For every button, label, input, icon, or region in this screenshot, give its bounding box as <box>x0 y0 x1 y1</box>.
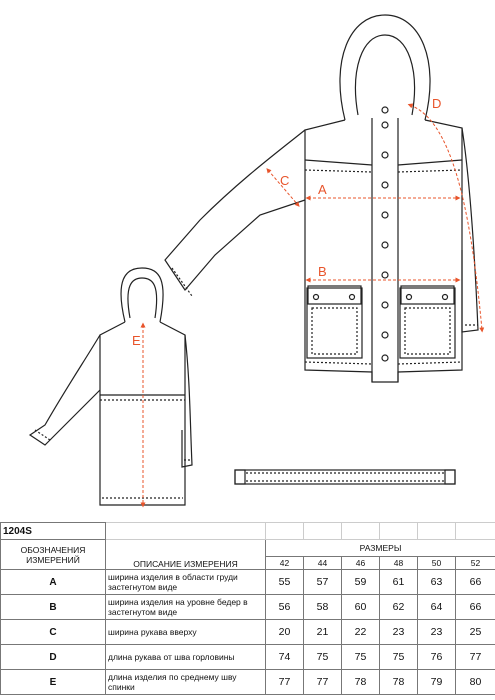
measurement-description: длина рукава от шва горловины <box>106 645 266 670</box>
measurement-value: 23 <box>380 620 418 645</box>
measurement-value: 75 <box>304 645 342 670</box>
measurement-value: 80 <box>456 670 495 695</box>
back-view <box>30 268 192 505</box>
measurement-description: длина изделия по среднему шву спинки <box>106 670 266 695</box>
measurement-letter: D <box>1 645 106 670</box>
table-code-row <box>1 523 495 540</box>
measurement-value: 20 <box>266 620 304 645</box>
dim-label-e: E <box>132 333 141 348</box>
model-code: 1204S <box>1 523 106 540</box>
measurement-value: 23 <box>418 620 456 645</box>
belt-drawing <box>235 470 455 484</box>
measurement-value: 57 <box>304 570 342 595</box>
measurement-letter: B <box>1 595 106 620</box>
measurement-value: 56 <box>266 595 304 620</box>
dim-label-d: D <box>432 96 442 111</box>
measurement-description-header: ОПИСАНИЕ ИЗМЕРЕНИЯ <box>106 540 266 570</box>
size-chart-table <box>0 522 495 695</box>
measurement-code-header: ОБОЗНАЧЕНИЯ ИЗМЕРЕНИЙ <box>1 540 106 570</box>
measurement-value: 62 <box>380 595 418 620</box>
dim-label-c: C <box>280 173 290 188</box>
measurement-rows <box>1 570 495 695</box>
measurement-value: 60 <box>342 595 380 620</box>
measurement-value: 59 <box>342 570 380 595</box>
table-row <box>1 620 495 645</box>
size-cell: 48 <box>380 557 418 570</box>
measurement-value: 75 <box>380 645 418 670</box>
measurement-value: 75 <box>342 645 380 670</box>
measurement-value: 74 <box>266 645 304 670</box>
table-row <box>1 595 495 620</box>
measurement-value: 55 <box>266 570 304 595</box>
measurement-value: 66 <box>456 595 495 620</box>
measurement-value: 78 <box>342 670 380 695</box>
table-header-row <box>1 540 495 557</box>
measurement-value: 79 <box>418 670 456 695</box>
measurement-value: 77 <box>304 670 342 695</box>
measurement-letter: E <box>1 670 106 695</box>
measurement-value: 66 <box>456 570 495 595</box>
size-cell: 42 <box>266 557 304 570</box>
measurement-value: 25 <box>456 620 495 645</box>
measurement-value: 76 <box>418 645 456 670</box>
measurement-value: 63 <box>418 570 456 595</box>
measurement-value: 64 <box>418 595 456 620</box>
table-row <box>1 670 495 695</box>
measurement-value: 78 <box>380 670 418 695</box>
measurement-letter: A <box>1 570 106 595</box>
table-row <box>1 645 495 670</box>
size-cell: 44 <box>304 557 342 570</box>
sizes-header: РАЗМЕРЫ <box>266 540 495 557</box>
measurement-letter: C <box>1 620 106 645</box>
measurement-value: 77 <box>266 670 304 695</box>
size-cell: 50 <box>418 557 456 570</box>
measurement-value: 22 <box>342 620 380 645</box>
size-cell: 46 <box>342 557 380 570</box>
size-cell: 52 <box>456 557 495 570</box>
front-view <box>165 15 478 382</box>
measurement-description: ширина изделия на уровне бедер в застегнутом виде <box>106 595 266 620</box>
measurement-value: 77 <box>456 645 495 670</box>
dim-label-b: B <box>318 264 327 279</box>
measurement-value: 58 <box>304 595 342 620</box>
measurement-value: 21 <box>304 620 342 645</box>
measurement-description: ширина рукава вверху <box>106 620 266 645</box>
measurement-value: 61 <box>380 570 418 595</box>
dim-label-a: A <box>318 182 327 197</box>
measurement-description: ширина изделия в области груди застегнутом виде <box>106 570 266 595</box>
table-row <box>1 570 495 595</box>
